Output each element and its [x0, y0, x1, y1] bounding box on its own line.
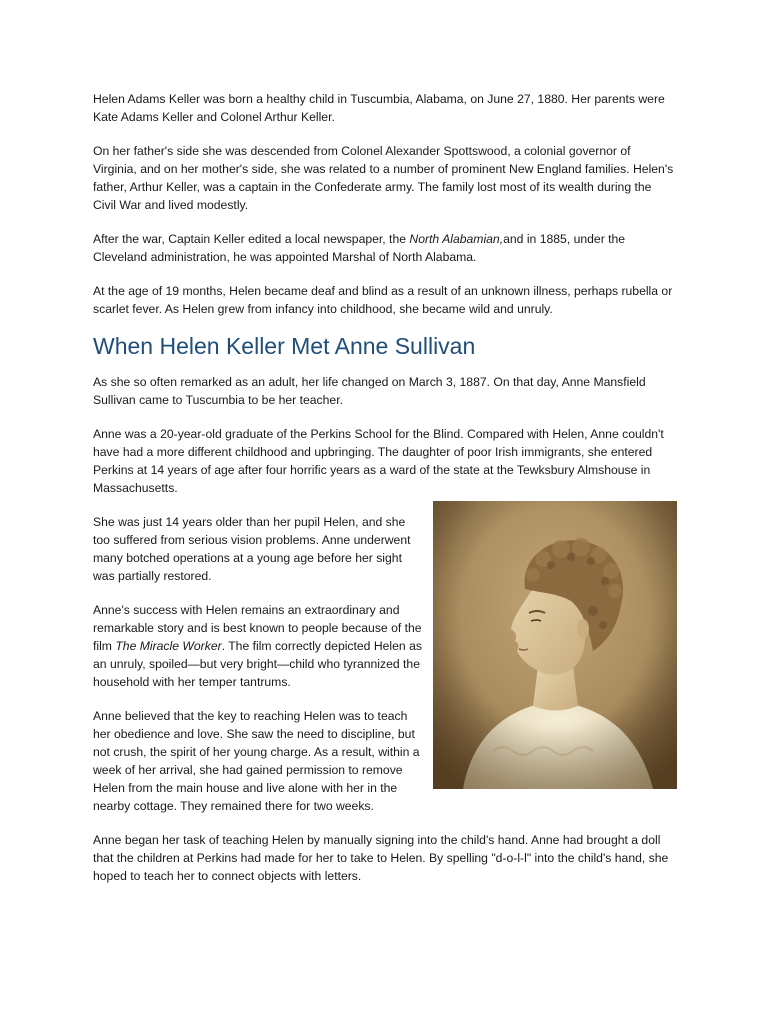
intro-paragraph-newspaper	[93, 230, 677, 266]
article	[93, 90, 677, 901]
section-paragraph-anne-background: Anne was a 20-year-old graduate of the Perkins School for the Blind. Compared with Helen, Anne couldn't have had a more different childhood and upbringing. The daughter of poor Irish immigrants, she entered Perkins at 14 years of age after four horrific years as a ward of the state at the Tewksbury Almshouse in Massachusetts.	[93, 427, 664, 495]
section-heading: When Helen Keller Met Anne Sullivan	[93, 333, 476, 359]
intro-paragraph-birth: Helen Adams Keller was born a healthy child in Tuscumbia, Alabama, on June 27, 1880. Her parents were Kate Adams Keller and Colonel Arthur Keller.	[93, 92, 665, 124]
film-title: The Miracle Worker	[115, 639, 222, 653]
section-paragraph-doll: Anne began her task of teaching Helen by manually signing into the child's hand. Anne had brought a doll that the children at Perkins had made for her to take to Helen. By spelling "d-o-l-l" into the child's hand, she hoped to teach her to connect objects with letters.	[93, 833, 669, 883]
p3-text-before: After the war, Captain Keller edited a local newspaper, the	[93, 232, 410, 246]
section-paragraph-discipline: Anne believed that the key to reaching Helen was to teach her obedience and love. She saw the need to discipline, but not crush, the spirit of her young charge. As a result, within a week of her arrival, she had gained permission to remove Helen from the main house and live alone with her in the nearby cottage. They remained there for two weeks.	[93, 709, 420, 813]
intro-paragraph-illness: At the age of 19 months, Helen became deaf and blind as a result of an unknown illness, perhaps rubella or scarlet fever. As Helen grew from infancy into childhood, she became wild and unruly.	[93, 284, 673, 316]
p3-text-after: and in 1885, under the Cleveland administration, he was appointed Marshal of North Alabama.	[93, 232, 626, 264]
p8-text-before: Anne's success with Helen remains an extraordinary and remarkable story and is best known to people because of the film	[93, 603, 422, 653]
portrait-photo	[433, 501, 677, 789]
intro-paragraph-ancestry: On her father's side she was descended from Colonel Alexander Spottswood, a colonial governor of Virginia, and on her mother's side, she was related to a number of prominent New England families. Helen's father, Arthur Keller, was a captain in the Confederate army. The family lost most of its wealth during the Civil War and lived modestly.	[93, 144, 674, 212]
section-paragraph-arrival: As she so often remarked as an adult, her life changed on March 3, 1887. On that day, Anne Mansfield Sullivan came to Tuscumbia to be her teacher.	[93, 375, 646, 407]
newspaper-title: North Alabamian,	[409, 232, 504, 246]
section-paragraph-age-difference: She was just 14 years older than her pupil Helen, and she too suffered from serious vision problems. Anne underwent many botched operations at a young age before her sight was partially restored.	[93, 515, 411, 583]
portrait-image	[433, 501, 677, 789]
p8-text-after: . The film correctly depicted Helen as an unruly, spoiled—but very bright—child who tyrannized the household with her temper tantrums.	[93, 639, 422, 689]
